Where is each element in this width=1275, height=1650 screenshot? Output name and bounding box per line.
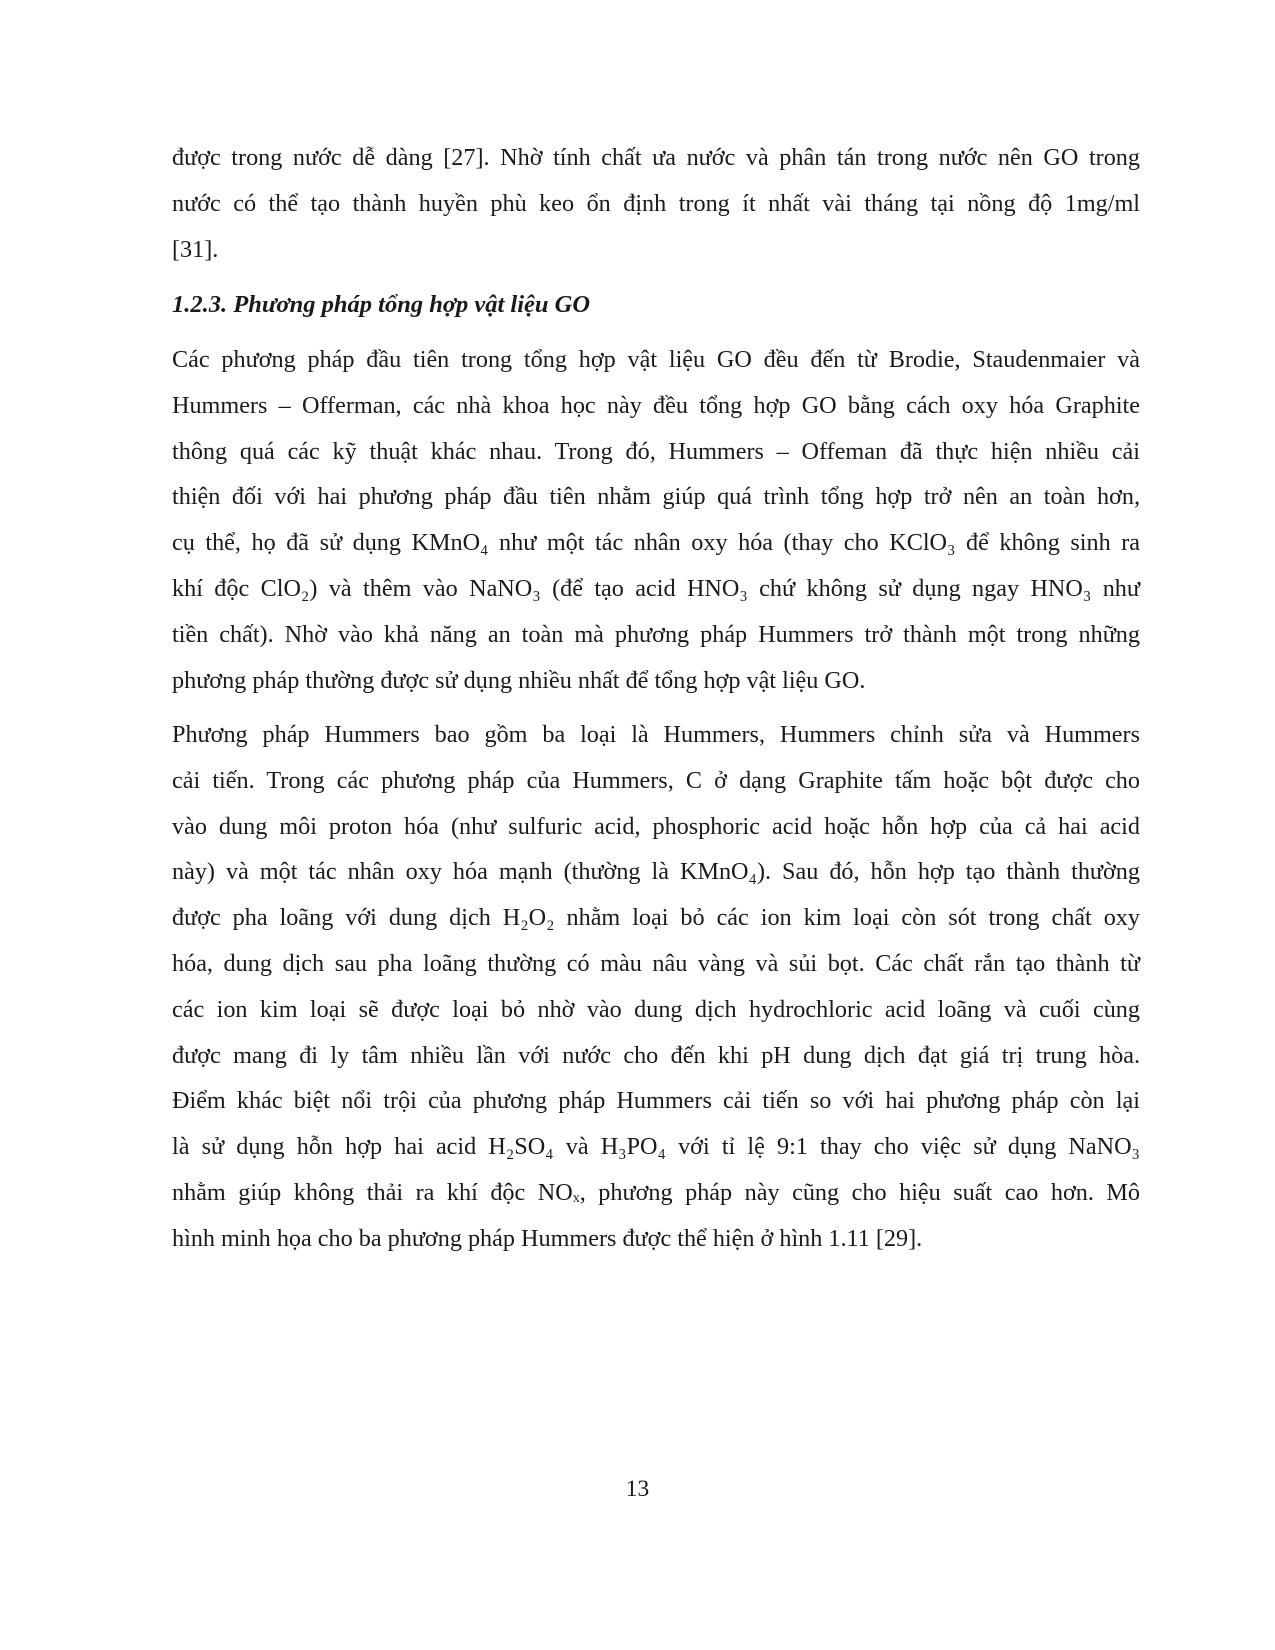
text-line: cụ thể, họ đã sử dụng KMnO₄ như một tác nhân oxy hóa (thay cho KClO₃ để không sinh ra: [172, 529, 1140, 557]
text-line: được pha loãng với dung dịch H₂O₂ nhằm loại bỏ các ion kim loại còn sót trong chất oxy: [172, 904, 1140, 932]
text-line: vào dung môi proton hóa (như sulfuric acid, phosphoric acid hoặc hỗn hợp của cả hai acid: [172, 812, 1140, 840]
section-heading: 1.2.3. Phương pháp tổng hợp vật liệu GO: [172, 291, 591, 318]
text-line: [31].: [172, 235, 219, 263]
text-line: nước có thể tạo thành huyền phù keo ổn định trong ít nhất vài tháng tại nồng độ 1mg/ml: [172, 189, 1140, 217]
text-line: hình minh họa cho ba phương pháp Hummers được thể hiện ở hình 1.11 [29].: [172, 1224, 923, 1252]
text-line: thông quá các kỹ thuật khác nhau. Trong đó, Hummers – Offeman đã thực hiện nhiều cải: [172, 437, 1140, 465]
text-line: hóa, dung dịch sau pha loãng thường có màu nâu vàng và sủi bọt. Các chất rắn tạo thành từ: [172, 949, 1140, 977]
paragraph-hummers: [172, 712, 1140, 1262]
page-number: 13: [625, 1476, 650, 1502]
text-line: nhằm giúp không thải ra khí độc NOₓ, phương pháp này cũng cho hiệu suất cao hơn. Mô: [172, 1178, 1140, 1206]
text-line: thiện đối với hai phương pháp đầu tiên nhằm giúp quá trình tổng hợp trở nên an toàn hơn,: [172, 483, 1140, 511]
text-line: được mang đi ly tâm nhiều lần với nước cho đến khi pH dung dịch đạt giá trị trung hòa.: [172, 1041, 1140, 1069]
paragraph-intro: [172, 135, 1140, 272]
text-line: Hummers – Offerman, các nhà khoa học này đều tổng hợp GO bằng cách oxy hóa Graphite: [172, 391, 1140, 419]
text-line: là sử dụng hỗn hợp hai acid H₂SO₄ và H₃PO₄ với tỉ lệ 9:1 thay cho việc sử dụng NaNO₃: [172, 1133, 1140, 1161]
text-line: tiền chất). Nhờ vào khả năng an toàn mà phương pháp Hummers trở thành một trong những: [172, 620, 1140, 648]
text-line: Các phương pháp đầu tiên trong tổng hợp vật liệu GO đều đến từ Brodie, Staudenmaier và: [172, 346, 1140, 373]
text-line: khí độc ClO₂) và thêm vào NaNO₃ (để tạo acid HNO₃ chứ không sử dụng ngay HNO₃ như: [172, 574, 1140, 602]
text-line: các ion kim loại sẽ được loại bỏ nhờ vào dung dịch hydrochloric acid loãng và cuối cùng: [172, 995, 1140, 1023]
text-line: cải tiến. Trong các phương pháp của Hummers, C ở dạng Graphite tấm hoặc bột được cho: [172, 766, 1140, 794]
text-line: được trong nước dễ dàng [27]. Nhờ tính chất ưa nước và phân tán trong nước nên GO trong: [172, 144, 1140, 171]
paragraph-methods: [172, 337, 1140, 703]
text-line: phương pháp thường được sử dụng nhiều nhất để tổng hợp vật liệu GO.: [172, 666, 866, 694]
text-line: Điểm khác biệt nổi trội của phương pháp Hummers cải tiến so với hai phương pháp còn lại: [172, 1087, 1140, 1115]
text-line: này) và một tác nhân oxy hóa mạnh (thường là KMnO₄). Sau đó, hỗn hợp tạo thành thường: [172, 858, 1140, 886]
text-line: Phương pháp Hummers bao gồm ba loại là Hummers, Hummers chỉnh sửa và Hummers: [172, 721, 1140, 748]
